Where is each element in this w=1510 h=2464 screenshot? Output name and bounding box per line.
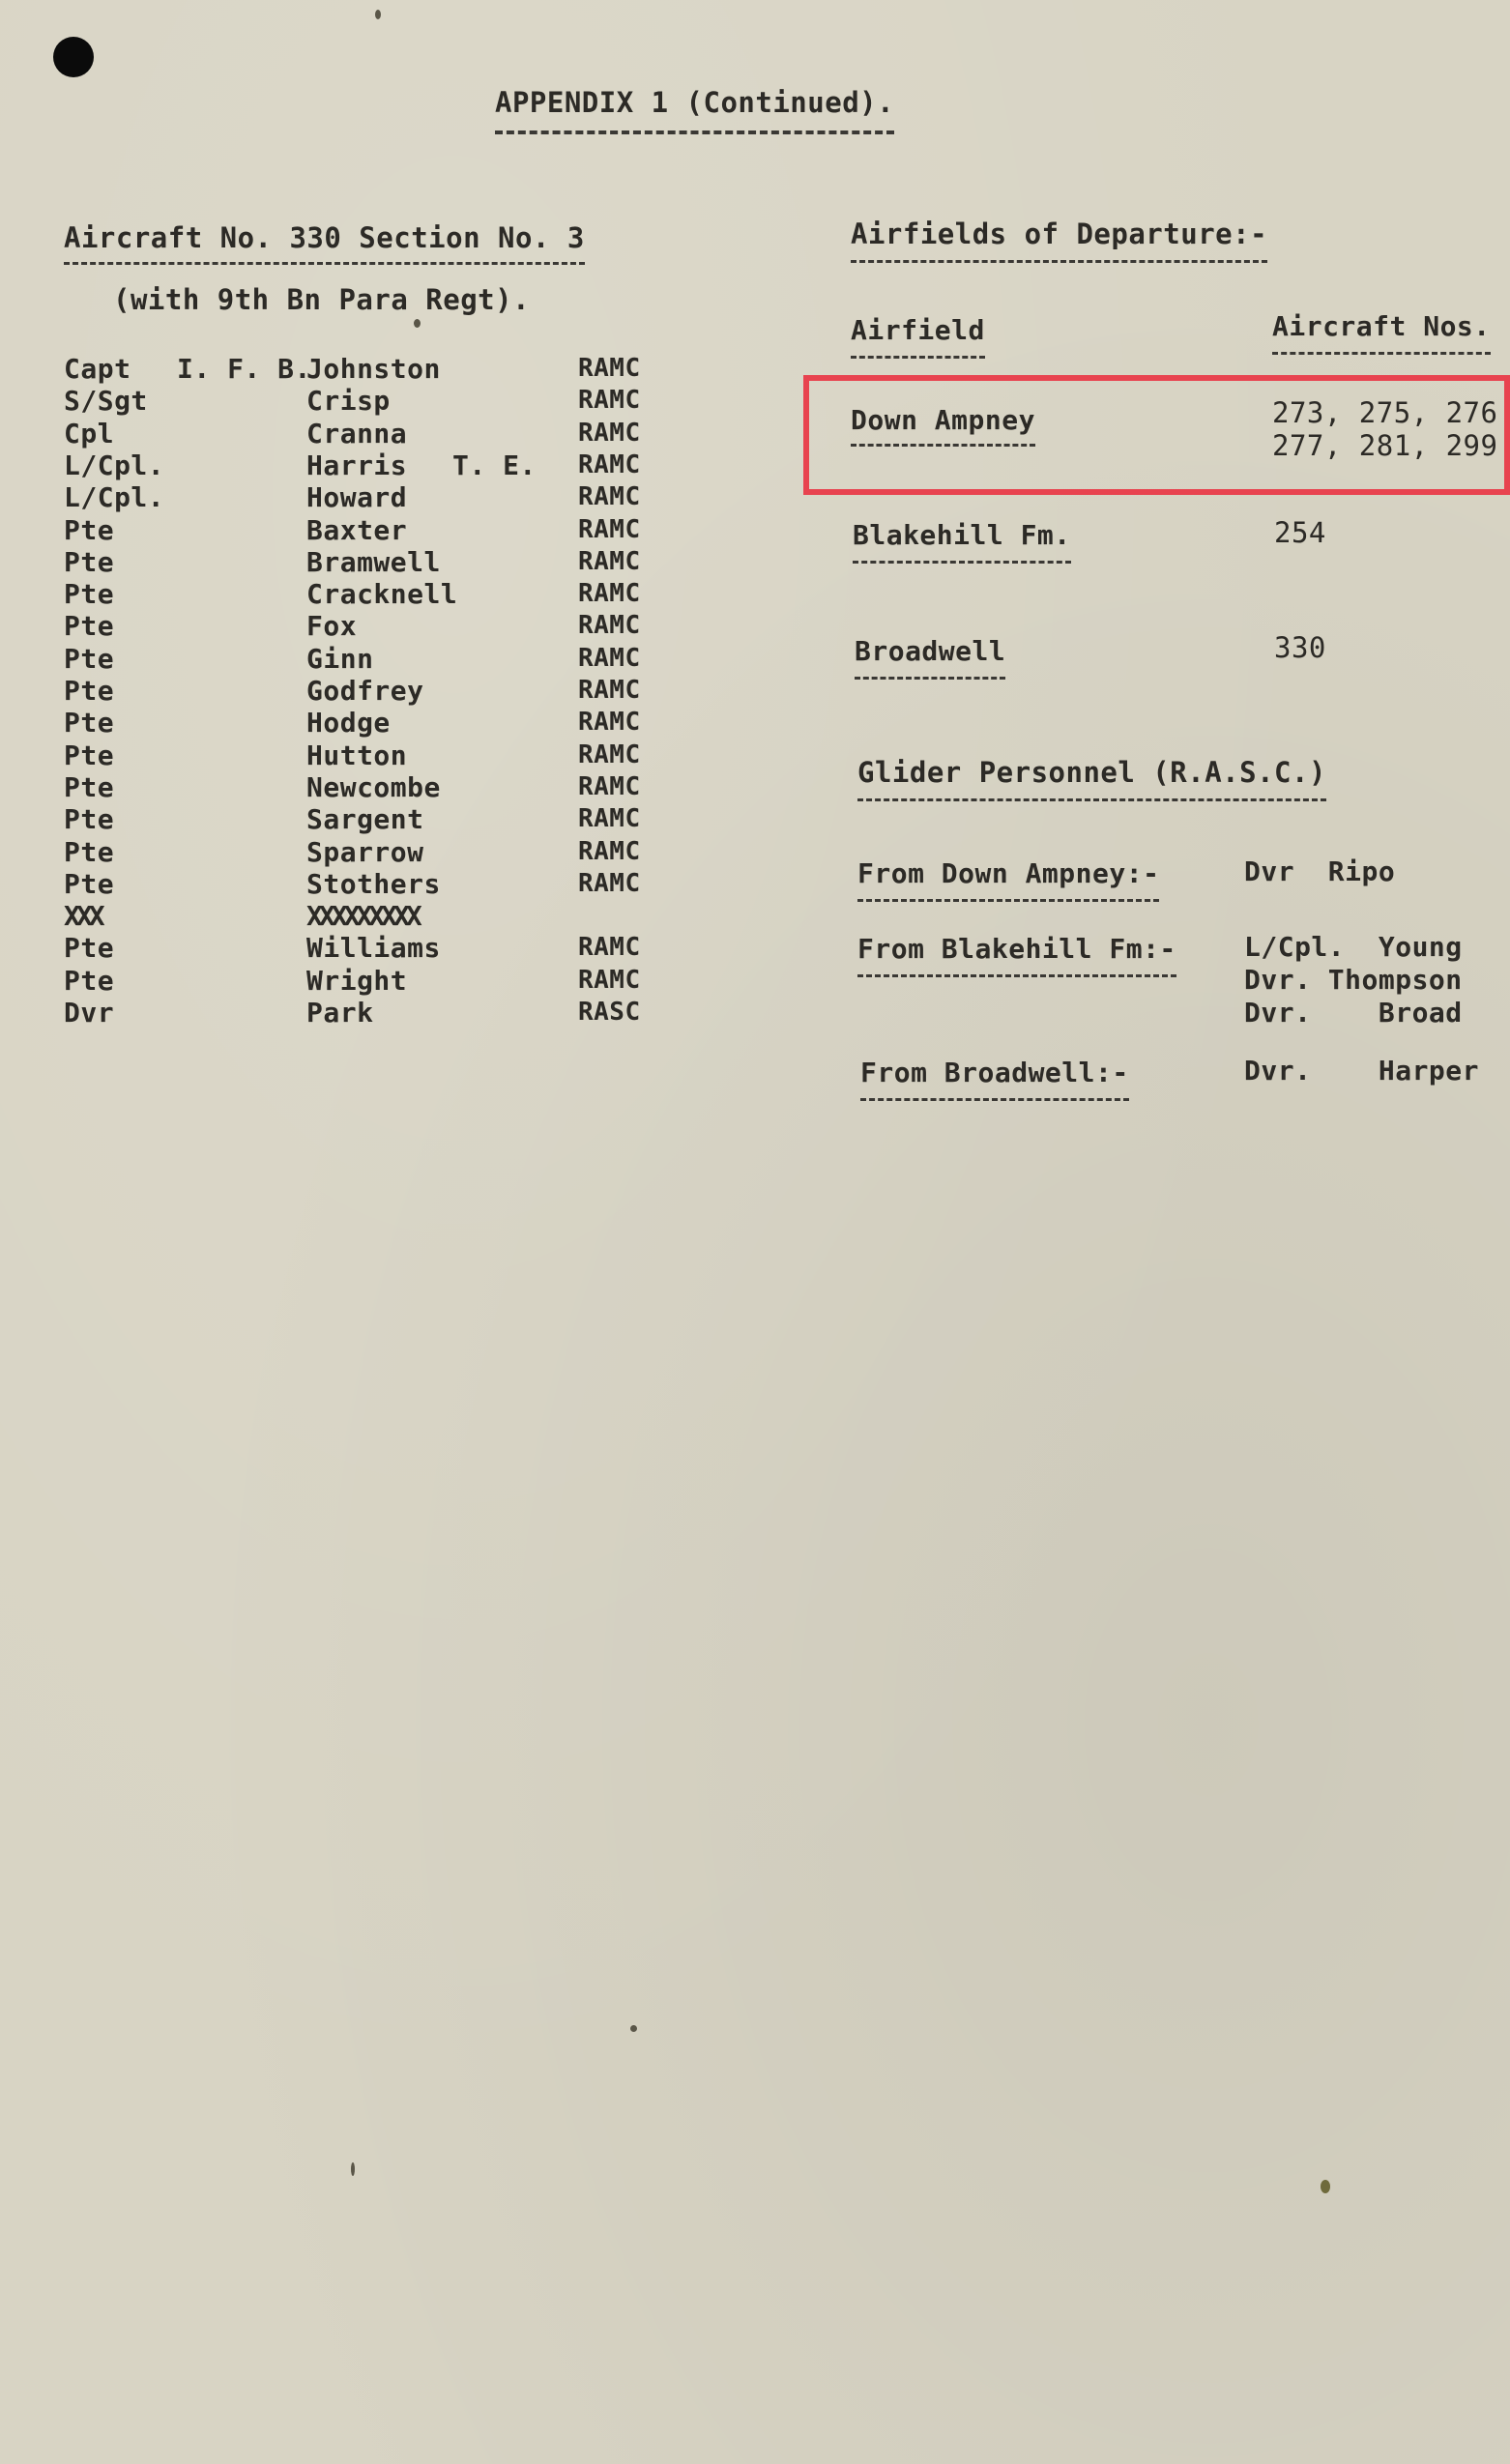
personnel-unit: RAMC: [578, 419, 641, 448]
personnel-name: Sparrow: [306, 836, 424, 868]
personnel-rank: Dvr: [64, 997, 115, 1029]
personnel-rank: Pte: [64, 578, 115, 610]
personnel-rank: Pte: [64, 965, 115, 997]
personnel-rank: XXX: [64, 900, 102, 932]
airfield-column-header: [851, 314, 985, 359]
personnel-list: [0, 0, 735, 1063]
personnel-rank: Capt: [64, 353, 131, 385]
personnel-name: Hodge: [306, 707, 391, 739]
personnel-unit: RAMC: [578, 611, 641, 640]
personnel-unit: RAMC: [578, 354, 641, 383]
personnel-name: XXXXXXXXX: [306, 900, 419, 932]
personnel-name: Godfrey: [306, 675, 424, 707]
glider-person: Dvr. Broad: [1244, 997, 1463, 1029]
aircraft-nos-column-header: [1272, 310, 1491, 355]
aircraft-nos-blakehill: 254: [1274, 516, 1326, 549]
paper-speck: [1321, 2180, 1330, 2193]
table-row: [0, 836, 735, 870]
personnel-rank: Pte: [64, 675, 115, 707]
glider-personnel-heading-text: Glider Personnel (R.A.S.C.): [857, 759, 1326, 801]
paper-speck: [351, 2162, 355, 2176]
glider-from-label: From Broadwell:-: [860, 1059, 1129, 1101]
personnel-rank: Pte: [64, 610, 115, 642]
personnel-unit: RAMC: [578, 966, 641, 995]
airfield-name: Down Ampney: [851, 407, 1035, 447]
glider-person: Dvr. Thompson: [1244, 964, 1463, 996]
table-row: [0, 449, 735, 483]
personnel-rank: L/Cpl.: [64, 481, 165, 513]
personnel-unit: RAMC: [578, 644, 641, 673]
personnel-name: Cranna: [306, 418, 408, 449]
personnel-name: Newcombe: [306, 771, 441, 803]
personnel-unit: RAMC: [578, 740, 641, 769]
table-row: [0, 997, 735, 1030]
personnel-rank: Pte: [64, 771, 115, 803]
personnel-name: Fox: [306, 610, 358, 642]
personnel-rank: Pte: [64, 868, 115, 900]
personnel-name: Sargent: [306, 803, 424, 835]
personnel-unit: RAMC: [578, 772, 641, 801]
personnel-rank: Cpl: [64, 418, 115, 449]
personnel-unit: RAMC: [578, 837, 641, 866]
aircraft-nos-down-ampney-line2: 277, 281, 299: [1272, 429, 1498, 462]
table-row: [0, 514, 735, 548]
page-title-text: APPENDIX 1 (Continued).: [495, 89, 894, 134]
personnel-unit: RAMC: [578, 547, 641, 576]
personnel-unit: RAMC: [578, 482, 641, 511]
personnel-rank: Pte: [64, 707, 115, 739]
airfields-heading-text: Airfields of Departure:-: [851, 220, 1267, 263]
airfield-name: Broadwell: [855, 638, 1005, 680]
personnel-unit: RAMC: [578, 579, 641, 608]
personnel-unit: RAMC: [578, 869, 641, 898]
personnel-rank: Pte: [64, 836, 115, 868]
personnel-unit: RASC: [578, 998, 641, 1027]
personnel-name: Crisp: [306, 385, 391, 417]
personnel-name: Hutton: [306, 739, 408, 771]
table-row: [0, 771, 735, 805]
glider-from-blakehill: [857, 933, 1176, 977]
paper-speck: [630, 2025, 637, 2032]
table-row: [0, 546, 735, 580]
glider-personnel-heading: [857, 756, 1326, 801]
glider-from-broadwell: [860, 1059, 1129, 1101]
aircraft-nos-broadwell: 330: [1274, 631, 1326, 664]
personnel-unit: RAMC: [578, 676, 641, 705]
glider-from-label: From Down Ampney:-: [857, 860, 1159, 902]
highlight-box: [803, 375, 1510, 495]
personnel-name: Howard: [306, 481, 408, 513]
glider-person: Dvr Ripo: [1244, 855, 1396, 887]
table-row: [0, 675, 735, 709]
personnel-extra-initials: T. E.: [452, 449, 537, 481]
airfield-name: Blakehill Fm.: [853, 522, 1071, 564]
aircraft-section-subheading: (with 9th Bn Para Regt).: [113, 283, 531, 316]
personnel-name: Bramwell: [306, 546, 441, 578]
table-row: [0, 707, 735, 740]
personnel-rank: S/Sgt: [64, 385, 148, 417]
aircraft-nos-column-header-text: Aircraft Nos.: [1272, 313, 1491, 355]
table-row: [0, 803, 735, 837]
personnel-rank: Pte: [64, 803, 115, 835]
personnel-rank: Pte: [64, 739, 115, 771]
glider-from-label: From Blakehill Fm:-: [857, 936, 1176, 977]
personnel-unit: RAMC: [578, 450, 641, 479]
personnel-unit: RAMC: [578, 933, 641, 962]
table-row: [0, 353, 735, 387]
table-row: [0, 420, 735, 451]
personnel-name: Stothers: [306, 868, 441, 900]
personnel-name: Johnston: [306, 353, 441, 385]
table-row: [0, 900, 735, 934]
personnel-rank: Pte: [64, 932, 115, 964]
personnel-name: Park: [306, 997, 374, 1029]
airfield-column-header-text: Airfield: [851, 317, 985, 359]
personnel-name: Harris: [306, 449, 408, 481]
table-row: [0, 965, 735, 999]
personnel-unit: RAMC: [578, 804, 641, 833]
personnel-rank: Pte: [64, 643, 115, 675]
aircraft-nos-down-ampney-line1: 273, 275, 276: [1272, 396, 1498, 429]
table-row: [0, 643, 735, 677]
personnel-name: Cracknell: [306, 578, 458, 610]
personnel-name: Williams: [306, 932, 441, 964]
personnel-unit: RAMC: [578, 386, 641, 415]
aircraft-section-heading-text: Aircraft No. 330 Section No. 3: [64, 224, 585, 265]
table-row: [0, 481, 735, 515]
personnel-name: Ginn: [306, 643, 374, 675]
table-row: [0, 868, 735, 902]
airfield-row-broadwell: [855, 635, 1006, 680]
table-row: [0, 932, 735, 966]
glider-from-down-ampney: [857, 857, 1160, 902]
personnel-name: Wright: [306, 965, 408, 997]
personnel-rank: L/Cpl.: [64, 449, 165, 481]
airfields-heading: [851, 217, 1268, 263]
table-row: [0, 739, 735, 773]
personnel-unit: RAMC: [578, 515, 641, 544]
table-row: [0, 385, 735, 419]
personnel-name: Baxter: [306, 514, 408, 546]
personnel-unit: RAMC: [578, 708, 641, 737]
airfield-row-blakehill: [853, 519, 1071, 564]
glider-person: Dvr. Harper: [1244, 1055, 1480, 1087]
personnel-initials: I. F. B.: [177, 353, 311, 385]
personnel-rank: Pte: [64, 546, 115, 578]
personnel-rank: Pte: [64, 514, 115, 546]
table-row: [0, 578, 735, 612]
glider-person: L/Cpl. Young: [1244, 931, 1463, 963]
table-row: [0, 610, 735, 644]
